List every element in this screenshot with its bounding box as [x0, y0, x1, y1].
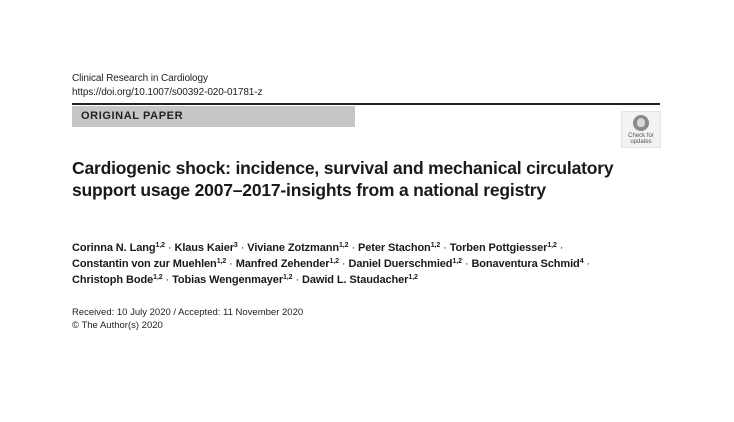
author-name[interactable]: Dawid L. Staudacher	[302, 274, 409, 286]
affiliation-mark: 1,2	[329, 258, 339, 265]
author-name[interactable]: Tobias Wengenmayer	[172, 274, 284, 286]
author-name[interactable]: Corinna N. Lang	[72, 242, 156, 254]
author-separator: ·	[167, 242, 172, 254]
paper-title	[72, 157, 632, 201]
check-for-updates-icon	[633, 115, 649, 131]
author-name[interactable]: Viviane Zotzmann	[247, 242, 339, 254]
title-line-2: support usage 2007–2017-insights from a national registry	[72, 180, 546, 200]
author-name[interactable]: Manfred Zehender	[235, 258, 330, 270]
affiliation-mark: 1,2	[547, 242, 557, 249]
article-type-bar	[72, 106, 355, 127]
affiliation-mark: 1,2	[155, 242, 165, 249]
author-line-2	[72, 256, 632, 272]
affiliation-mark: 1,2	[452, 258, 462, 265]
affiliation-mark: 1,2	[283, 274, 293, 281]
author-separator: ·	[295, 274, 300, 286]
author-name[interactable]: Daniel Duerschmied	[348, 258, 453, 270]
author-separator: ·	[165, 274, 170, 286]
author-separator: ·	[229, 258, 233, 270]
affiliation-mark: 1,2	[153, 274, 163, 281]
author-separator: ·	[341, 258, 346, 270]
affiliation-mark: 1,2	[339, 242, 349, 249]
author-name[interactable]: Klaus Kaier	[174, 242, 234, 254]
author-line-1	[72, 240, 632, 256]
author-name[interactable]: Torben Pottgiesser	[449, 242, 548, 254]
journal-name: Clinical Research in Cardiology	[72, 73, 208, 84]
affiliation-mark: 1,2	[408, 274, 418, 281]
affiliation-mark: 3	[233, 242, 238, 249]
affiliation-mark: 1,2	[430, 242, 441, 249]
affiliation-mark: 4	[579, 258, 584, 265]
check-for-updates-label	[628, 133, 654, 145]
author-line-3	[72, 272, 632, 288]
doi-link[interactable]: https://doi.org/10.1007/s00392-020-01781-z	[72, 87, 263, 98]
badge-line2: updates	[630, 139, 652, 145]
copyright-notice: © The Author(s) 2020	[72, 320, 163, 331]
article-type-label: ORIGINAL PAPER	[81, 110, 184, 122]
author-name[interactable]: Peter Stachon	[358, 242, 431, 254]
header-rule	[72, 103, 660, 105]
title-line-1: Cardiogenic shock: incidence, survival and mechanical circulatory	[72, 158, 614, 178]
author-separator: ·	[464, 258, 469, 270]
author-separator: ·	[443, 242, 447, 254]
author-name[interactable]: Christoph Bode	[72, 274, 154, 286]
check-for-updates-button[interactable]	[621, 111, 661, 148]
author-list	[72, 240, 632, 288]
author-separator: ·	[586, 258, 591, 270]
received-accepted-dates: Received: 10 July 2020 / Accepted: 11 November 2020	[72, 307, 304, 318]
badge-line1: Check for	[628, 133, 654, 139]
author-name[interactable]: Bonaventura Schmid	[471, 258, 580, 270]
author-separator: ·	[351, 242, 356, 254]
affiliation-mark: 1,2	[216, 258, 227, 265]
author-name[interactable]: Constantin von zur Muehlen	[72, 258, 217, 270]
author-separator: ·	[240, 242, 245, 254]
author-separator: ·	[559, 242, 564, 254]
